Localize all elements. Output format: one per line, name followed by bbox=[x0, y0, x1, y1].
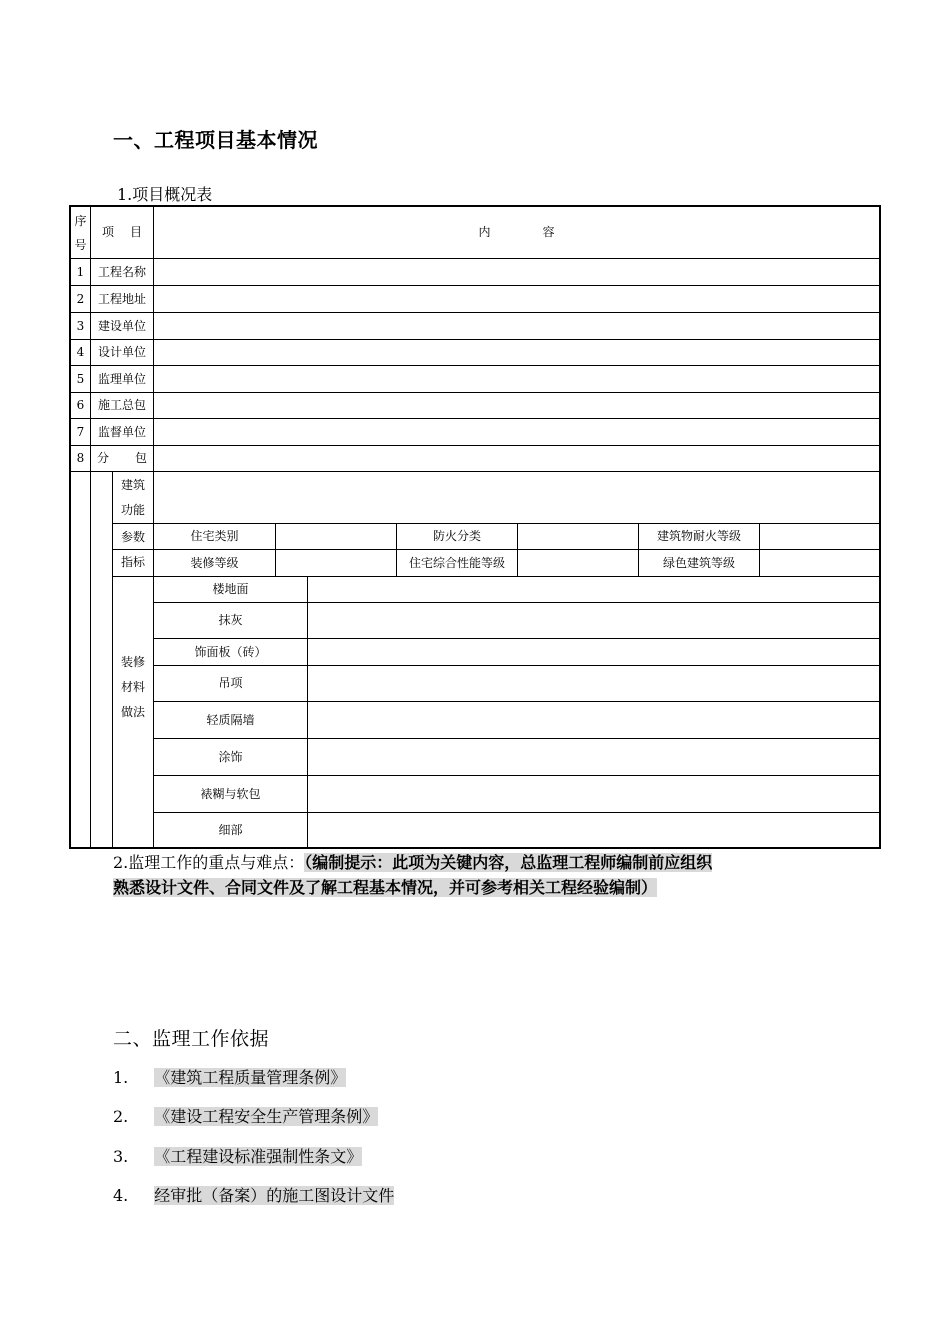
material-item: 细部 bbox=[218, 822, 243, 837]
green-level-label: 绿色建筑等级 bbox=[662, 555, 735, 570]
row-number: 1 bbox=[76, 264, 85, 279]
fire-class-label: 防火分类 bbox=[432, 529, 481, 543]
project-overview-table bbox=[69, 205, 881, 849]
row-number: 3 bbox=[76, 318, 85, 333]
building-function-label: 建筑 功能 bbox=[120, 477, 145, 517]
decoration-level-label: 装修等级 bbox=[190, 555, 239, 570]
section2-title: 二、监理工作依据 bbox=[113, 1028, 270, 1050]
material-item: 抹灰 bbox=[218, 613, 243, 627]
note-hint-line2: 熟悉设计文件、合同文件及了解工程基本情况，并可参考相关工程经验编制） bbox=[113, 878, 658, 897]
header-item: 项 目 bbox=[101, 225, 143, 239]
basis-item: 3. 《工程建设标准强制性条文》 bbox=[113, 1147, 363, 1166]
key-points-note bbox=[113, 850, 853, 900]
housing-type-label: 住宅类别 bbox=[190, 529, 239, 543]
material-item: 裱糊与软包 bbox=[200, 786, 261, 801]
row-label: 建设单位 bbox=[97, 318, 146, 333]
note-prefix: 2.监理工作的重点与难点： bbox=[113, 853, 305, 872]
header-content: 内 容 bbox=[478, 225, 555, 239]
table-title: 1.项目概况表 bbox=[117, 185, 213, 204]
param-label: 参数 指标 bbox=[120, 530, 145, 569]
row-label: 工程地址 bbox=[97, 291, 146, 306]
material-item: 吊项 bbox=[218, 676, 243, 690]
fire-rating-label: 建筑物耐火等级 bbox=[656, 529, 741, 543]
row-label: 施工总包 bbox=[97, 398, 146, 412]
row-number: 7 bbox=[76, 424, 85, 439]
row-number: 2 bbox=[76, 291, 85, 306]
material-item: 轻质隔墙 bbox=[206, 712, 255, 727]
material-item: 楼地面 bbox=[212, 582, 249, 596]
decoration-materials-label: 装修 材料 做法 bbox=[120, 654, 145, 719]
header-seq: 序 号 bbox=[74, 213, 87, 252]
row-label: 监理单位 bbox=[97, 371, 146, 386]
basis-item: 2. 《建设工程安全生产管理条例》 bbox=[113, 1107, 379, 1126]
row-number: 5 bbox=[76, 371, 85, 386]
note-hint-line1: （编制提示：此项为关键内容，总监理工程师编制前应组织 bbox=[304, 853, 713, 872]
row-label: 设计单位 bbox=[97, 345, 146, 359]
basis-item: 1. 《建筑工程质量管理条例》 bbox=[113, 1068, 347, 1087]
row-label: 分 包 bbox=[97, 451, 147, 465]
housing-performance-label: 住宅综合性能等级 bbox=[408, 555, 505, 570]
row-number: 4 bbox=[76, 345, 85, 359]
row-number: 6 bbox=[76, 398, 85, 412]
section1-title: 一、工程项目基本情况 bbox=[113, 128, 318, 152]
basis-item: 4. 经审批（备案）的施工图设计文件 bbox=[113, 1186, 395, 1205]
material-item: 涂饰 bbox=[218, 749, 243, 764]
row-label: 监督单位 bbox=[97, 424, 146, 439]
material-item: 饰面板（砖） bbox=[194, 644, 267, 659]
row-label: 工程名称 bbox=[97, 264, 146, 279]
row-number: 8 bbox=[76, 451, 85, 465]
